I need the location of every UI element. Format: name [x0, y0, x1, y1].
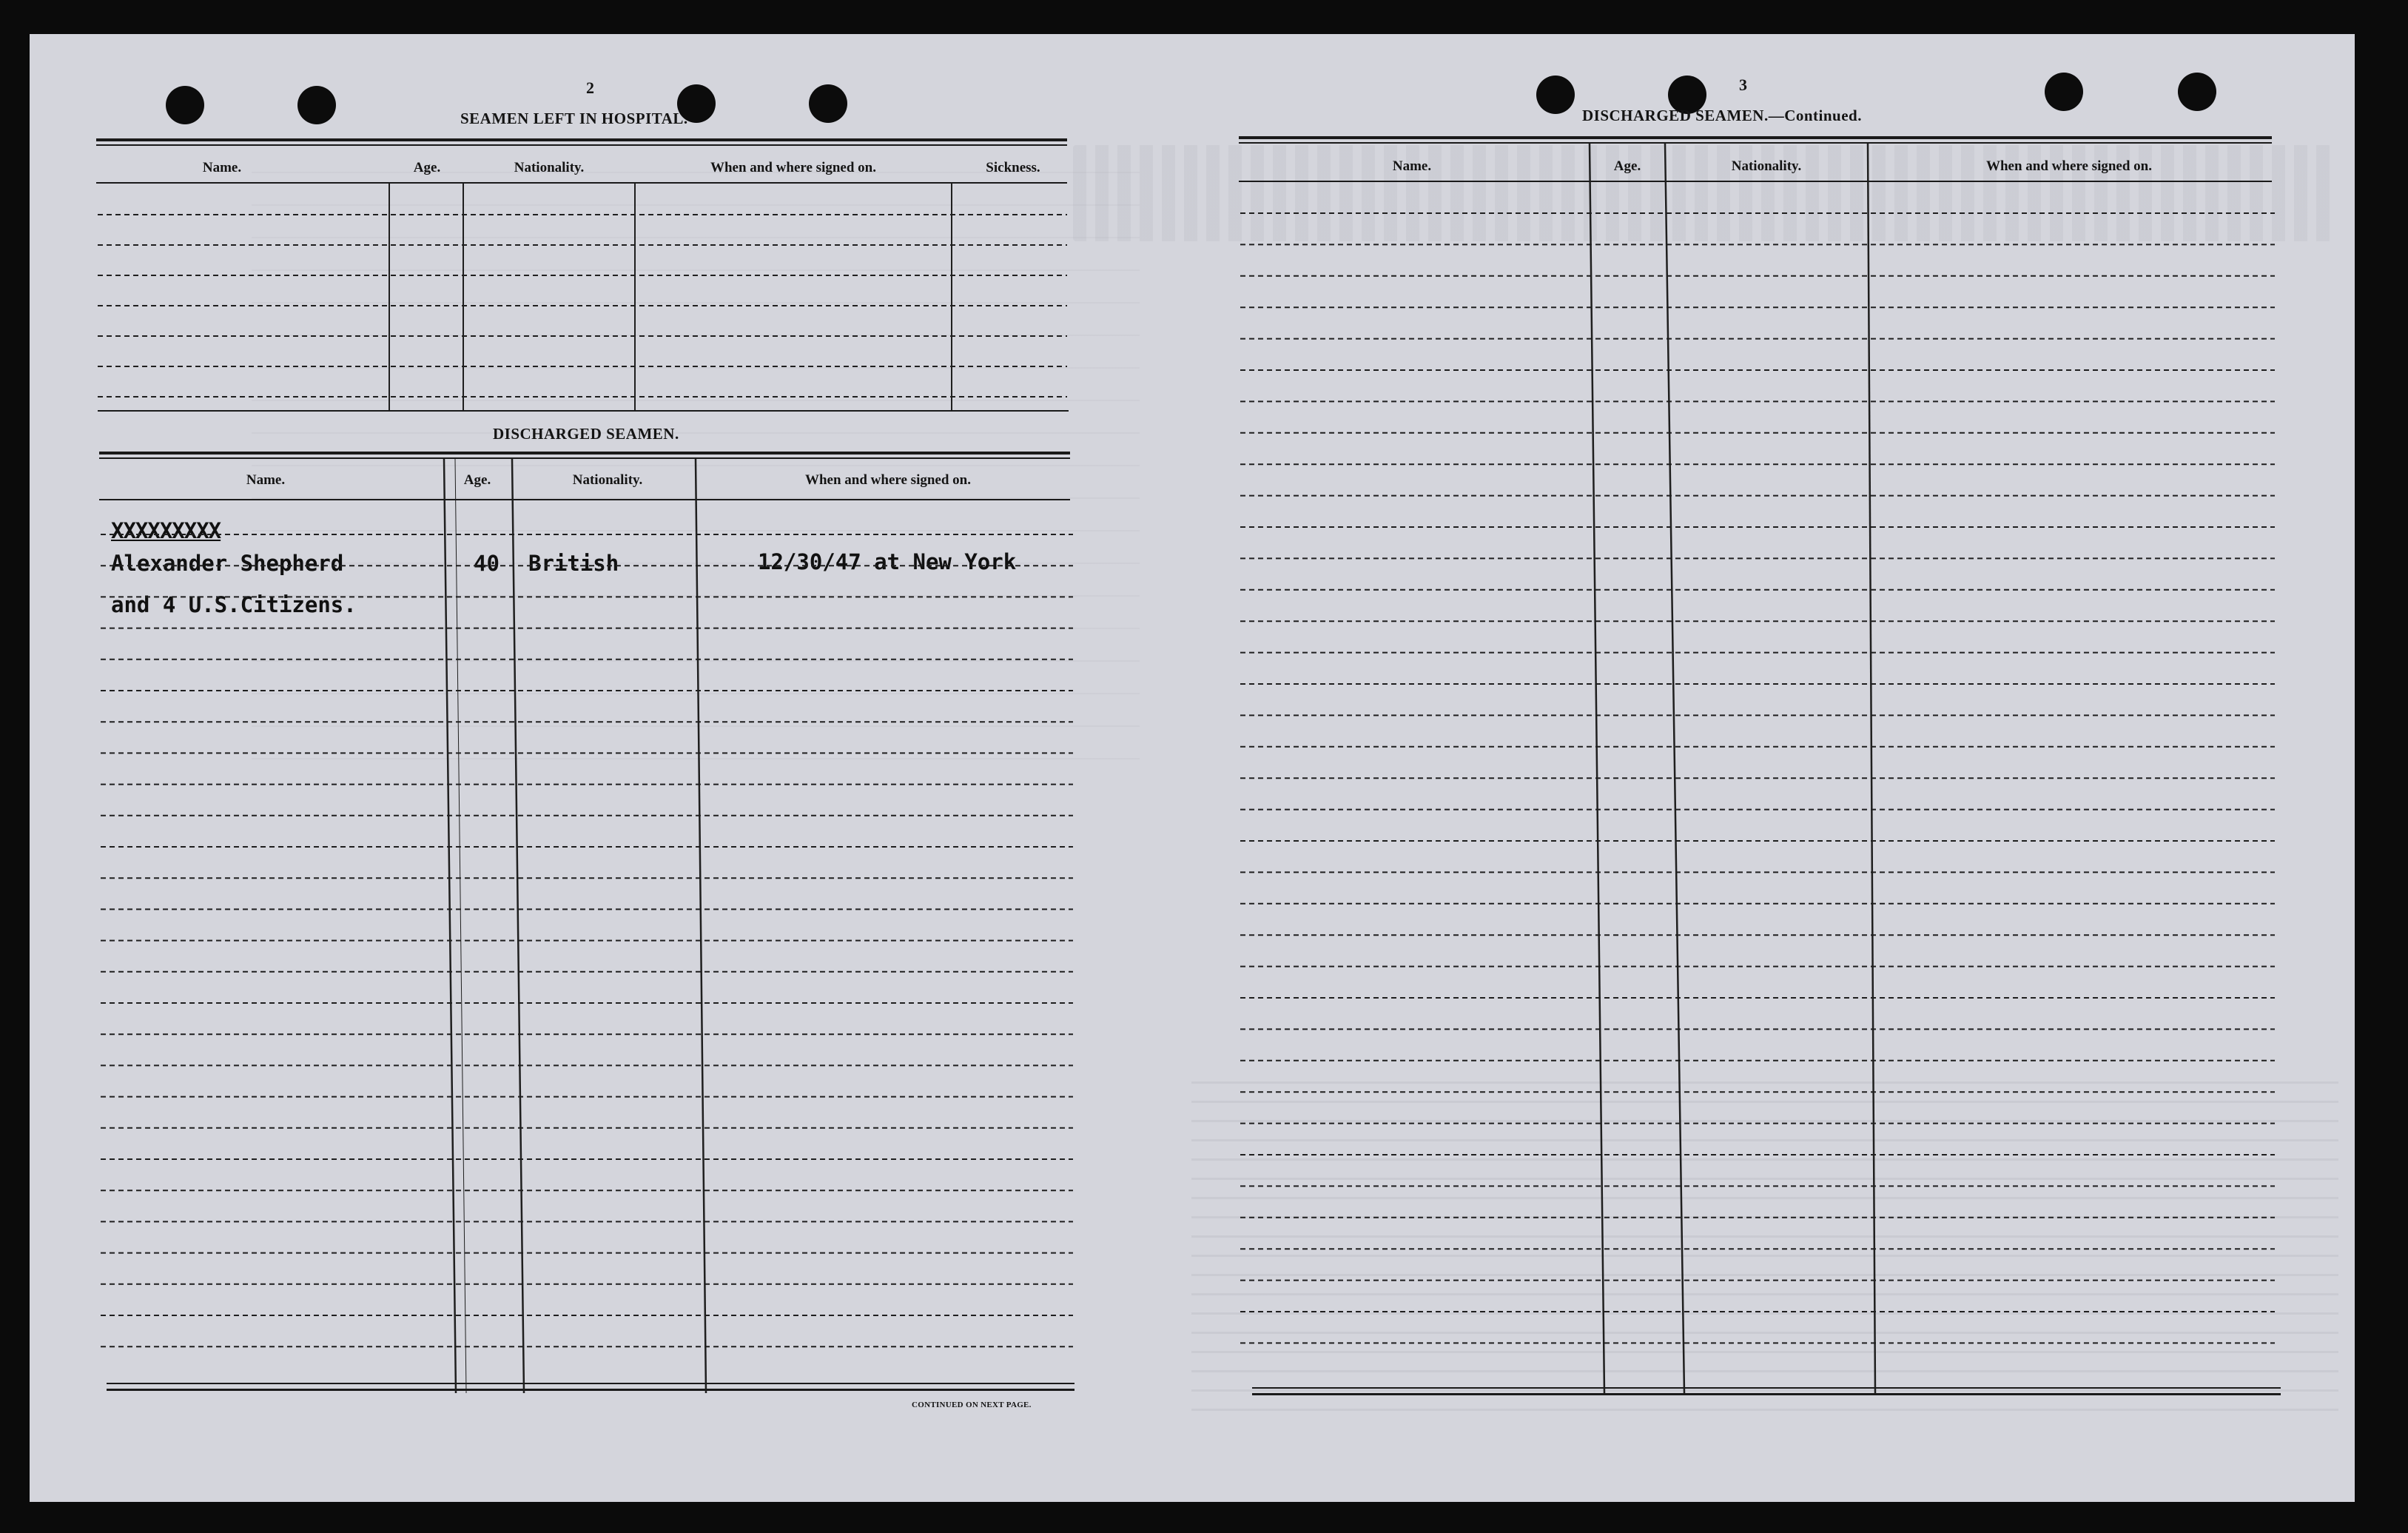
discharged-col-age: Age. — [463, 472, 491, 488]
continued-col-signed-on: When and where signed on. — [1985, 158, 2152, 174]
continued-note: CONTINUED ON NEXT PAGE. — [912, 1401, 1032, 1409]
discharged-col-nationality: Nationality. — [572, 472, 643, 488]
hospital-col-sickness: Sickness. — [986, 160, 1040, 175]
discharged-col-signed-on: When and where signed on. — [804, 472, 971, 488]
discharged-row-age: 40 — [474, 551, 500, 576]
discharged-row-signed-on: 12/30/47 at New York — [758, 549, 1017, 574]
section-title-hospital: SEAMEN LEFT IN HOSPITAL. — [460, 110, 688, 127]
ruled-lines — [30, 34, 2355, 1502]
hospital-col-nationality: Nationality. — [514, 160, 585, 175]
column-divider — [1868, 144, 1875, 1393]
discharged-row-nationality: British — [528, 551, 619, 576]
hospital-col-name: Name. — [202, 160, 242, 175]
column-divider — [1590, 144, 1604, 1393]
discharged-row-name: Alexander Shepherd — [111, 551, 344, 576]
discharged-col-name: Name. — [246, 472, 286, 488]
section-title-discharged: DISCHARGED SEAMEN. — [493, 425, 679, 443]
continued-col-name: Name. — [1392, 158, 1432, 174]
struck-entry: XXXXXXXXX — [111, 518, 221, 543]
discharged-row-name: and 4 U.S.Citizens. — [111, 592, 357, 617]
page-number-left: 2 — [586, 78, 594, 97]
continued-col-nationality: Nationality. — [1731, 158, 1802, 174]
hospital-col-signed-on: When and where signed on. — [710, 160, 876, 175]
hospital-col-age: Age. — [413, 160, 441, 175]
continued-col-age: Age. — [1613, 158, 1641, 174]
page-number-right: 3 — [1739, 76, 1747, 94]
section-title-discharged-continued: DISCHARGED SEAMEN.—Continued. — [1582, 107, 1862, 124]
document-sheet — [30, 34, 2355, 1502]
column-divider — [1665, 144, 1684, 1393]
